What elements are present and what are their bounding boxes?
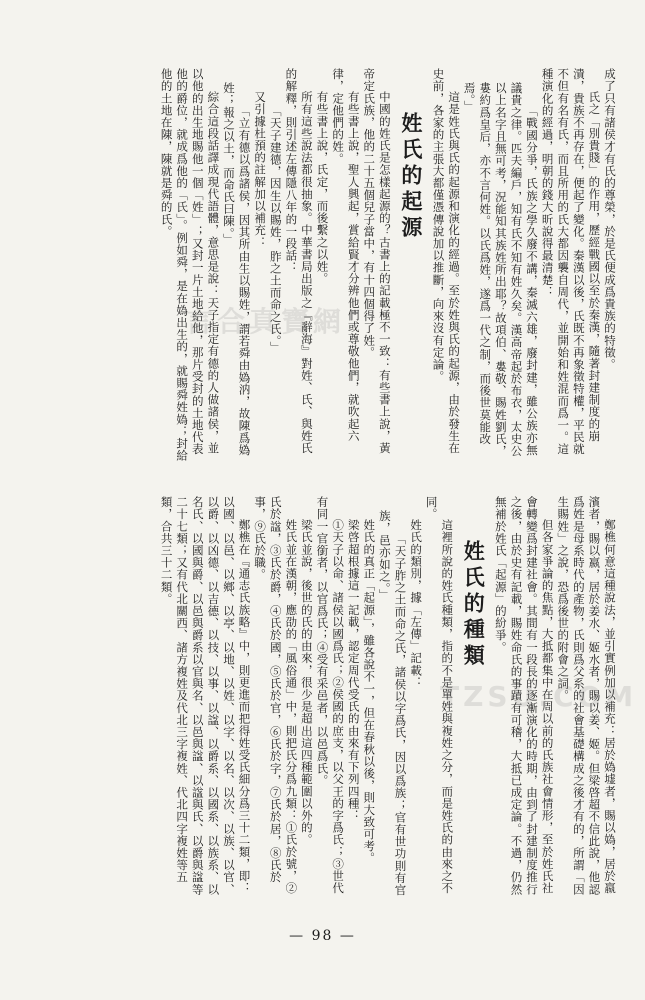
paragraph: 氏之「別貴賤」的作用，歷經戰國以至於秦漢，隨著封建制度的崩潰，貴族不再存在，便起了變化。秦漢以後，氏既不再象徵特權，平民就不但有名有氏，而且所用的氏大都因襲自周代，並開始和姓混而爲一。這種演化的經過，明朝的錢大昕說得最清楚： xyxy=(540,68,602,456)
quote-paragraph: 「天子建德，因生以賜姓，胙之土而命之氏。」 xyxy=(268,104,283,354)
watermark: 言合真寶網 xyxy=(185,305,346,338)
paragraph: 又引據杜預的註解加以補充： xyxy=(253,91,268,249)
section-heading-origin: 姓氏的起源 xyxy=(398,112,424,242)
paragraph: ①天子以命、諸侯以國爲氏；②侯國的庶支，以父王的字爲氏；③世代有同一官銜者，以官爲氏；④受有采邑者，以邑爲氏。 xyxy=(315,496,346,895)
paragraph: 所有這些說法都很抽象。中華書局出版之『辭海』對姓、氏、與姓氏的解釋，則引述左傳隱八年的一段話： xyxy=(284,68,314,454)
paragraph: 梁啓超根據這一記載，認定周代受氏的由來有下列四種： xyxy=(346,519,361,822)
paragraph: 姓氏的類別，據「左傳」記載： xyxy=(409,519,424,689)
quote-paragraph: 「天子胙之土而命之氏，諸侯以字爲氏，因以爲族；官有世功則有官族，邑亦如之。」 xyxy=(377,509,408,896)
paragraph: 綜合這段話譯成現代語體，意思是說：天子指定有德的人做諸侯，並以他的出生地賜他一個「姓」；又封一片土地給他，那片受封的土地代表他的爵位，就成爲他的「氏」。例如舜，是在媯出生的，就賜舜姓媯；封給他的土地在陳，陳就是舜的氏。 xyxy=(159,68,221,462)
page-number: — 98 — xyxy=(289,928,356,944)
top-text-block xyxy=(28,68,617,466)
quote-paragraph: 「立有德以爲諸侯，因其所由生以賜姓，謂若舜由媯汭，故陳爲媯姓；報之以土，而命氏曰陳。」 xyxy=(221,81,252,456)
watermark: TZSU.COM xyxy=(440,680,638,713)
paragraph: 姓氏並在漢朝，應劭的「風俗通」中，則把氏分爲九類：①氏於號，②氏於諡，③氏於爵，④氏於國，⑤氏於官，⑥氏於字，⑦氏於居，⑧氏於事，⑨氏於職。 xyxy=(253,496,299,895)
paragraph: 梁氏並說，後世的氏的由來，很少是超出這四種範圍以外的。 xyxy=(299,519,314,846)
paragraph: 但各家爭論的焦點，大抵都集中在周以前的氏族社會情形，至於姓氏社會轉變爲封建社會。其間有一段長的逐漸演化的時期，由到了封建制度推行之後，由於史有記載，賜姓命氏的事蹟有可稽，大抵已成定論。不過，仍然無補於姓氏「起源」的紛爭。 xyxy=(493,496,555,896)
section-heading-types: 姓氏的種類 xyxy=(461,540,487,670)
paragraph: 鄭樵在『通志氏族略』中，則更進而把得姓受氏細分爲三十二類，即：以國、以邑、以鄉、以亭、以地、以姓、以字、以名、以次、以族、以官、以爵、以凶德、以吉德、以技、以事、以諡、以爵系、以國系、以族系、以名氏、以國與爵、以邑與爵系以官與名、以邑與諡、以諡與氏、以爵與諡等二十七類；又有代北關西、諸方複姓及代北三字複姓、代北四字複姓等五類，合共三十二類。 xyxy=(159,496,252,896)
paragraph: 成了只有諸侯才有氏的尊榮，於是氏便成爲貴族的特徵。 xyxy=(603,68,617,371)
paragraph: 鄭樵何意這種說法，並引實例加以補充：居於媯墟者，賜以媯，居於嬴濱者，賜以嬴，居於姜水、姬水者，賜以姜、姬。但梁啓超不信此說，他認爲姓是母系時代的產物，氏則爲父系的社會基礎構成之後才有的，所謂「因生賜姓」之說，恐爲後世的附會之詞。 xyxy=(556,496,617,896)
paragraph: 這是姓氏與氏的起源和演化的經過。至於姓與氏的起源，由於發生在史前，各家的主張大都僅憑傳說加以推斷，向來沒有定論。 xyxy=(431,68,462,454)
paragraph: 有些書上說，氏定，而後繫之以姓。 xyxy=(315,91,330,285)
paragraph: 中國的姓氏是怎樣起源的？古書上的記載極不一致：有些書上說，黃帝定氏族，他的二十五個兒子當中，有十四個得了姓。 xyxy=(362,68,392,454)
paragraph: 姓氏的真正「起源」，雖各說不一，但在春秋以後，則大致可考。 xyxy=(362,519,377,865)
paragraph: 有些書上說，聖人興起，賞給賢才分辨他們或尊敬他們，就吹起六律，定他們的姓。 xyxy=(331,68,361,442)
bottom-text-block xyxy=(28,496,617,896)
paragraph: 這裡所說的姓氏種類，指的不是單姓與複姓之分，而是姓氏的由來之不同。 xyxy=(424,496,455,895)
quote-paragraph: 「戰國分爭，氏族之學久廢不講，秦滅六雄，廢封建，雖公族亦無議貴之律。匹夫編戶，知有氏不知有姓久矣。漢高帝起於布衣，太史公以上名字且無可考，況能知其族姓所出耶？故項伯、婁敬、賜姓劉氏，婁約爲皇后，亦不言何姓。以氏爲姓，遂爲一代之制，而後世莫能改焉。」 xyxy=(462,81,540,457)
